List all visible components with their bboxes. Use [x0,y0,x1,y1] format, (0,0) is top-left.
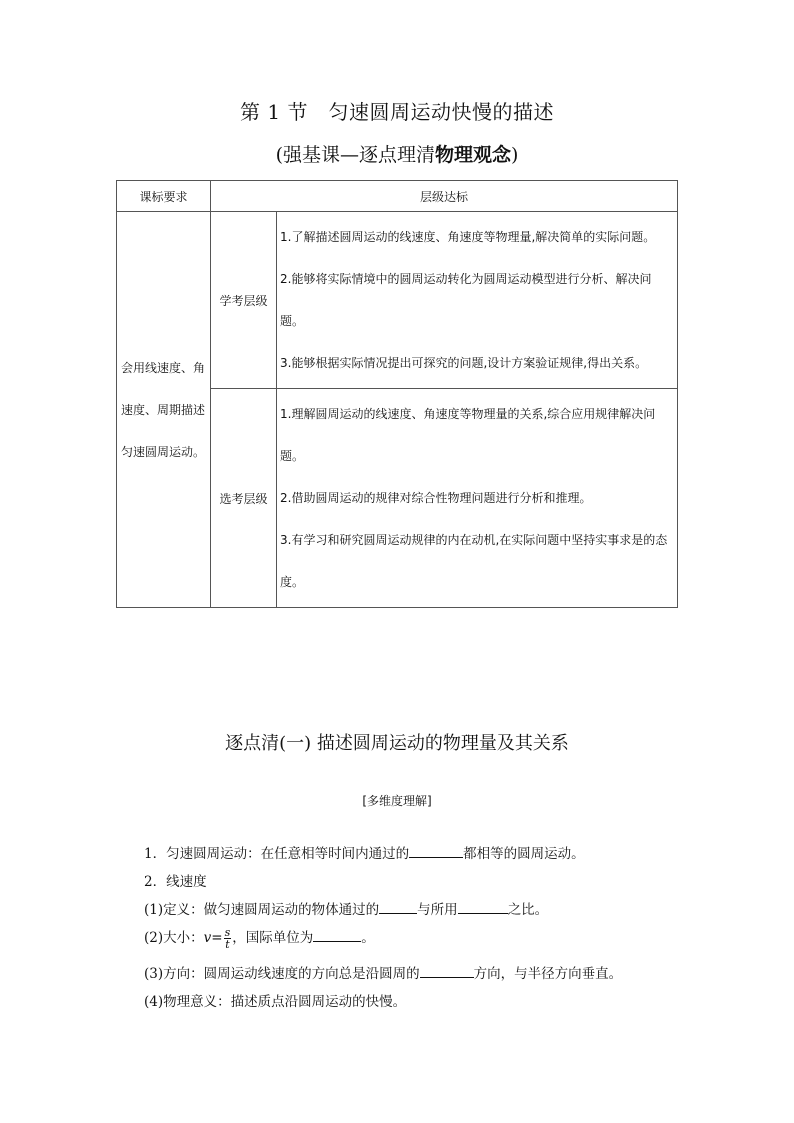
text: 都相等的圆周运动。 [463,846,585,862]
requirement-cell: 会用线速度、角速度、周期描述匀速圆周运动。 [117,212,211,608]
body-line [144,962,704,990]
table-row [117,212,678,389]
page-subtitle [0,140,794,167]
body-line: (4)物理意义：描述质点沿圆周运动的快慢。 [144,994,407,1010]
var-v: v [203,930,212,946]
list-item: 2.借助圆周运动的规律对综合性物理问题进行分析和推理。 [280,491,592,505]
text: 1．匀速圆周运动：在任意相等时间内通过的 [144,846,410,862]
body-line [144,842,704,870]
text: 。 [361,930,375,946]
fill-blank [458,899,508,914]
curriculum-table [116,180,678,608]
numerator: s [224,926,231,939]
text: 方向，与半径方向垂直。 [473,966,623,982]
level-items [277,389,678,608]
list-item: 1.了解描述圆周运动的线速度、角速度等物理量,解决简单的实际问题。 [280,230,656,244]
header-requirement: 课标要求 [117,181,211,212]
text: = [211,930,223,946]
text: (3)方向：圆周运动线速度的方向总是沿圆周的 [144,966,420,982]
level-name: 选考层级 [211,389,277,608]
denominator: t [225,938,230,951]
fraction [224,927,232,950]
subtitle-close: ) [511,144,519,166]
table-header-row [117,181,678,212]
header-level: 层级达标 [211,181,678,212]
list-item: 1.理解圆周运动的线速度、角速度等物理量的关系,综合应用规律解决问题。 [280,407,656,463]
level-items [277,212,678,389]
list-item: 3.有学习和研究圆周运动规律的内在动机,在实际问题中坚持实事求是的态度。 [280,533,668,589]
fill-blank [420,963,474,978]
list-item: 3.能够根据实际情况提出可探究的问题,设计方案验证规律,得出关系。 [280,356,648,370]
fill-blank [379,899,417,914]
page-title: 第 1 节 匀速圆周运动快慢的描述 [240,100,554,124]
subtitle-bold: 物理观念 [434,144,511,166]
text: 之比。 [507,902,549,918]
section-title: 逐点清(一) 描述圆周运动的物理量及其关系 [225,733,569,754]
text: (1)定义：做匀速圆周运动的物体通过的 [144,902,380,918]
subtitle-text: (强基课—逐点理清 [275,144,435,166]
list-item: 2.能够将实际情境中的圆周运动转化为圆周运动模型进行分析、解决问题。 [280,272,652,328]
body-line [144,898,704,926]
fill-blank [313,927,361,942]
content-body [144,842,704,1018]
text: 与所用 [417,902,458,918]
fill-blank [409,843,463,858]
level-name: 学考层级 [211,212,277,389]
body-line [144,926,704,962]
text: ，国际单位为 [232,930,314,946]
text: (2)大小： [144,930,204,946]
section-tag: [多维度理解] [362,794,432,808]
body-line: 2．线速度 [144,874,207,890]
